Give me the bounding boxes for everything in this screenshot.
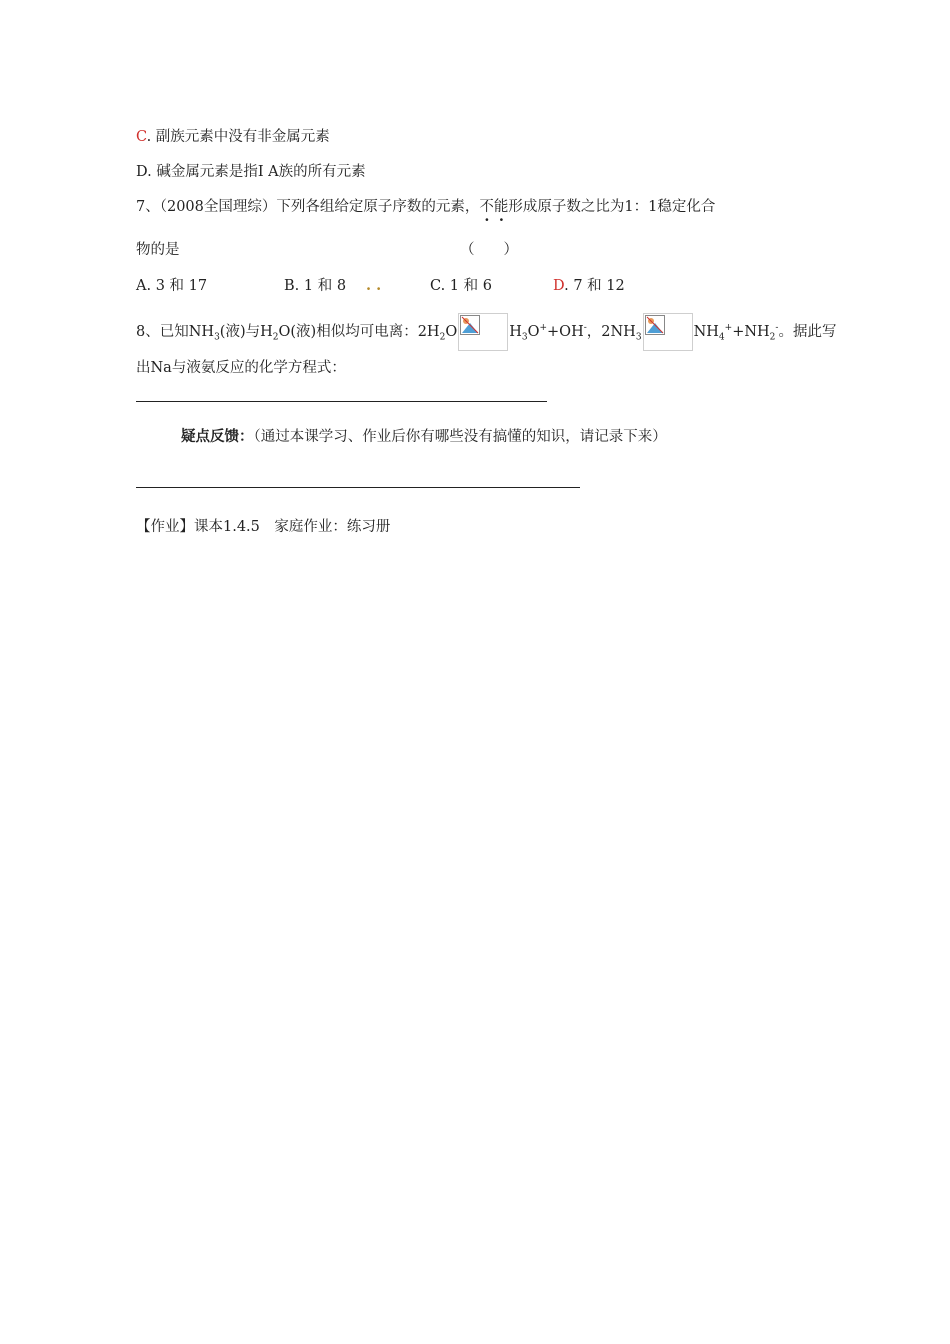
q7-text-c: 物的是 (136, 242, 180, 258)
q7-text-b: 形成原子数之比为1：1稳定化合 (508, 199, 716, 215)
option-c-text: . 副族元素中没有非金属元素 (146, 129, 330, 145)
broken-image-icon (458, 313, 508, 351)
question-8-line-1: 8、已知$NH_3$(液)与$H_2O$(液)相似均可电离：$2H_2O$ $H_3O^++OH^-$，$2NH_3$ $NH_4^++NH_2^-$。据此写 (136, 309, 836, 357)
homework-line: 【作业】课本1.4.5 家庭作业：练习册 (136, 519, 391, 535)
q7-answer-paren: （ ） (460, 242, 518, 258)
feedback-label: 疑点反馈： (181, 428, 254, 445)
q7-emphasis-2: 能 (493, 199, 509, 215)
option-c-letter: C (136, 129, 147, 145)
answer-line-q8 (136, 401, 547, 402)
q7-option-c: C. 1 和 6 (430, 278, 492, 294)
option-c-line (136, 127, 330, 147)
feedback-line (181, 427, 667, 447)
q7-emphasis-1: 不 (479, 199, 494, 215)
question-7-line-1 (136, 197, 715, 217)
option-d-line (136, 162, 366, 182)
q7-option-d-letter: D (553, 278, 565, 294)
q7-option-b: B. 1 和 8 (284, 278, 347, 294)
question-8-line-2: 出Na与液氨反应的化学方程式： (136, 360, 346, 376)
option-d-text: D. 碱金属元素是指Ⅰ A族的所有元素 (136, 164, 366, 180)
question-7-line-2 (136, 240, 180, 260)
q7-option-a: A. 3 和 17 (136, 278, 208, 294)
feedback-text: （通过本课学习、作业后你有哪些没有搞懂的知识，请记录下来） (253, 429, 667, 445)
broken-image-icon (643, 313, 693, 351)
q7-option-d: D. 7 和 12 (553, 278, 625, 294)
q7-option-dots: . . (366, 277, 382, 294)
q7-text-a: 7、（2008全国理综）下列各组给定原子序数的元素， (136, 199, 480, 215)
answer-line-feedback (136, 487, 580, 488)
